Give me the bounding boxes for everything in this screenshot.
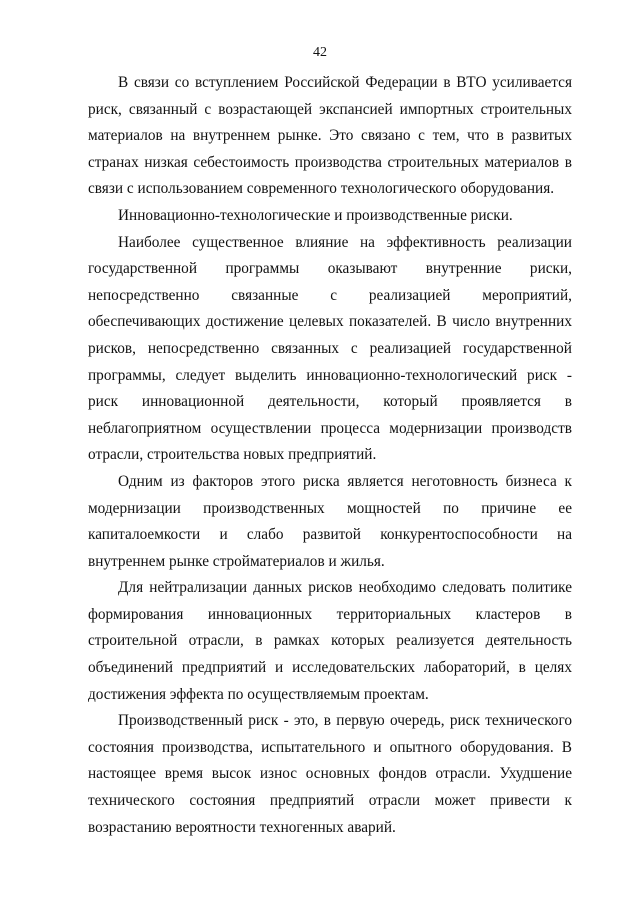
paragraph-internal-risks: Наиболее существенное влияние на эффективность реализации государственной программы оказывают внутренние риски, непосредственно связанные с реализацией мероприятий, обеспечивающих достижение целевых показателей. В число внутренних рисков, непосредственно связанных с реализацией государственной программы, следует выделить инновационно-технологический риск - риск инновационной деятельности, который проявляется в неблагоприятном осуществлении процесса модернизации производств отрасли, строительства новых предприятий. [88,233,572,464]
section-heading-innovation-risks: Инновационно-технологические и производственные риски. [118,206,513,224]
document-body [88,70,572,841]
paragraph-business-unreadiness: Одним из факторов этого риска является неготовность бизнеса к модернизации производственных мощностей по причине ее капиталоемкости и слабо развитой конкурентоспособности на внутреннем рынке стройматериалов и жилья. [88,472,572,570]
paragraph-cluster-policy: Для нейтрализации данных рисков необходимо следовать политике формирования инновационных территориальных кластеров в строительной отрасли, в рамках которых реализуется деятельность объединений предприятий и исследовательских лабораторий, в целях достижения эффекта по осуществляемым проектам. [88,579,572,703]
paragraph-production-risk: Производственный риск - это, в первую очередь, риск технического состояния производства, испытательного и опытного оборудования. В настоящее время высок износ основных фондов отрасли. Ухудшение технического состояния предприятий отрасли может привести к возрастанию вероятности техногенных аварий. [88,712,572,836]
paragraph-wto-import-risk: В связи со вступлением Российской Федерации в ВТО усиливается риск, связанный с возрастающей экспансией импортных строительных материалов на внутреннем рынке. Это связано с тем, что в развитых странах низкая себестоимость производства строительных материалов в связи с использованием современного технологического оборудования. [88,74,572,198]
page-number: 42 [313,45,327,60]
